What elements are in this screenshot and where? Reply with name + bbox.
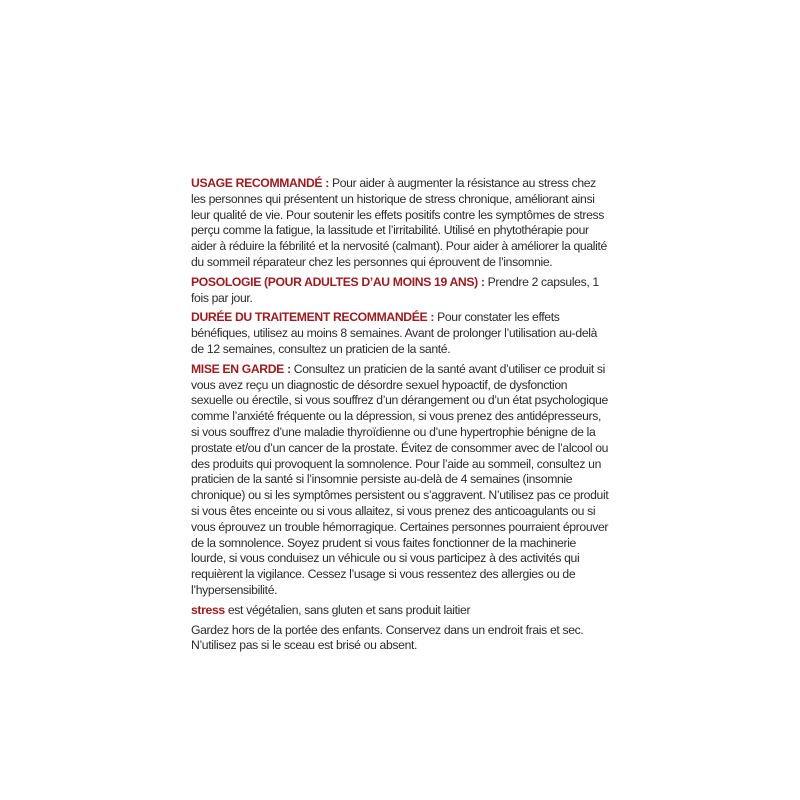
warning-section <box>191 362 609 599</box>
duration-label: DURÉE DU TRAITEMENT RECOMMANDÉE : <box>191 310 435 325</box>
dosage-label: POSOLOGIE (POUR ADULTES D’AU MOINS 19 ANS) : <box>191 274 485 289</box>
duration-section <box>191 310 609 357</box>
dosage-text: Prendre 2 capsules, 1 fois par jour. <box>191 274 599 305</box>
duration-text: Pour constater les effets bénéfiques, utilisez au moins 8 semaines. Avant de prolonger l’utilisation au-delà de 12 semaines, consultez un praticien de la santé. <box>191 310 598 356</box>
vegan-text: est végétalien, sans gluten et sans produit laitier <box>224 602 471 617</box>
brand-name: stress <box>191 602 225 617</box>
warning-text: Consultez un praticien de la santé avant d’utiliser ce produit si vous avez reçu un diagnostic de désordre sexuel hypoactif, de dysfonction sexuelle ou érectile, si vous souffrez d’un dérangement ou d’un état psychologique comme l’anxiété fréquente ou la dépression, si vous prenez des antidépresseurs, si vous souffrez d’une maladie thyroïdienne ou d’une hypertrophie bénigne de la prostate et/ou d’un cancer de la prostate. Évitez de consommer avec de l’alcool ou des produits qui provoquent la somnolence. Pour l’aide au sommeil, consultez un praticien de la santé si l’insomnie persiste au-delà de 4 semaines (insomnie chronique) ou si les symptômes persistent ou s’aggravent. N’utilisez pas ce produit si vous êtes enceinte ou si vous allaitez, si vous prenez des anticoagulants ou si vous éprouvez un trouble hémorragique. Certaines personnes pourraient éprouver de la somnolence. Soyez prudent si vous faites fonctionner de la machinerie lourde, si vous conduisez un véhicule ou si vous participez à des activités qui requièrent la vigilance. Cessez l’usage si vous ressentez des allergies ou de l’hypersensibilité. <box>191 361 609 597</box>
usage-text: Pour aider à augmenter la résistance au stress chez les personnes qui présentent un historique de stress chronique, améliorant ainsi leur qualité de vie. Pour soutenir les effets positifs contre les symptômes de stress perçu comme la fatigue, la lassitude et l’irritabilité. Utilisé en phytothérapie pour aider à réduire la fébrilité et la nervosité (calmant). Pour aider à améliorer la qualité du sommeil réparateur chez les personnes qui éprouvent de l’insomnie. <box>191 176 607 269</box>
usage-section <box>191 176 609 271</box>
vegan-statement <box>191 603 609 619</box>
usage-label: USAGE RECOMMANDÉ : <box>191 176 329 190</box>
product-information-text <box>191 176 609 658</box>
warning-label: MISE EN GARDE : <box>191 361 291 376</box>
storage-text: Gardez hors de la portée des enfants. Conservez dans un endroit frais et sec. N’utilisez pas si le sceau est brisé ou absent. <box>191 622 584 653</box>
storage-statement <box>191 623 609 655</box>
dosage-section <box>191 275 609 307</box>
